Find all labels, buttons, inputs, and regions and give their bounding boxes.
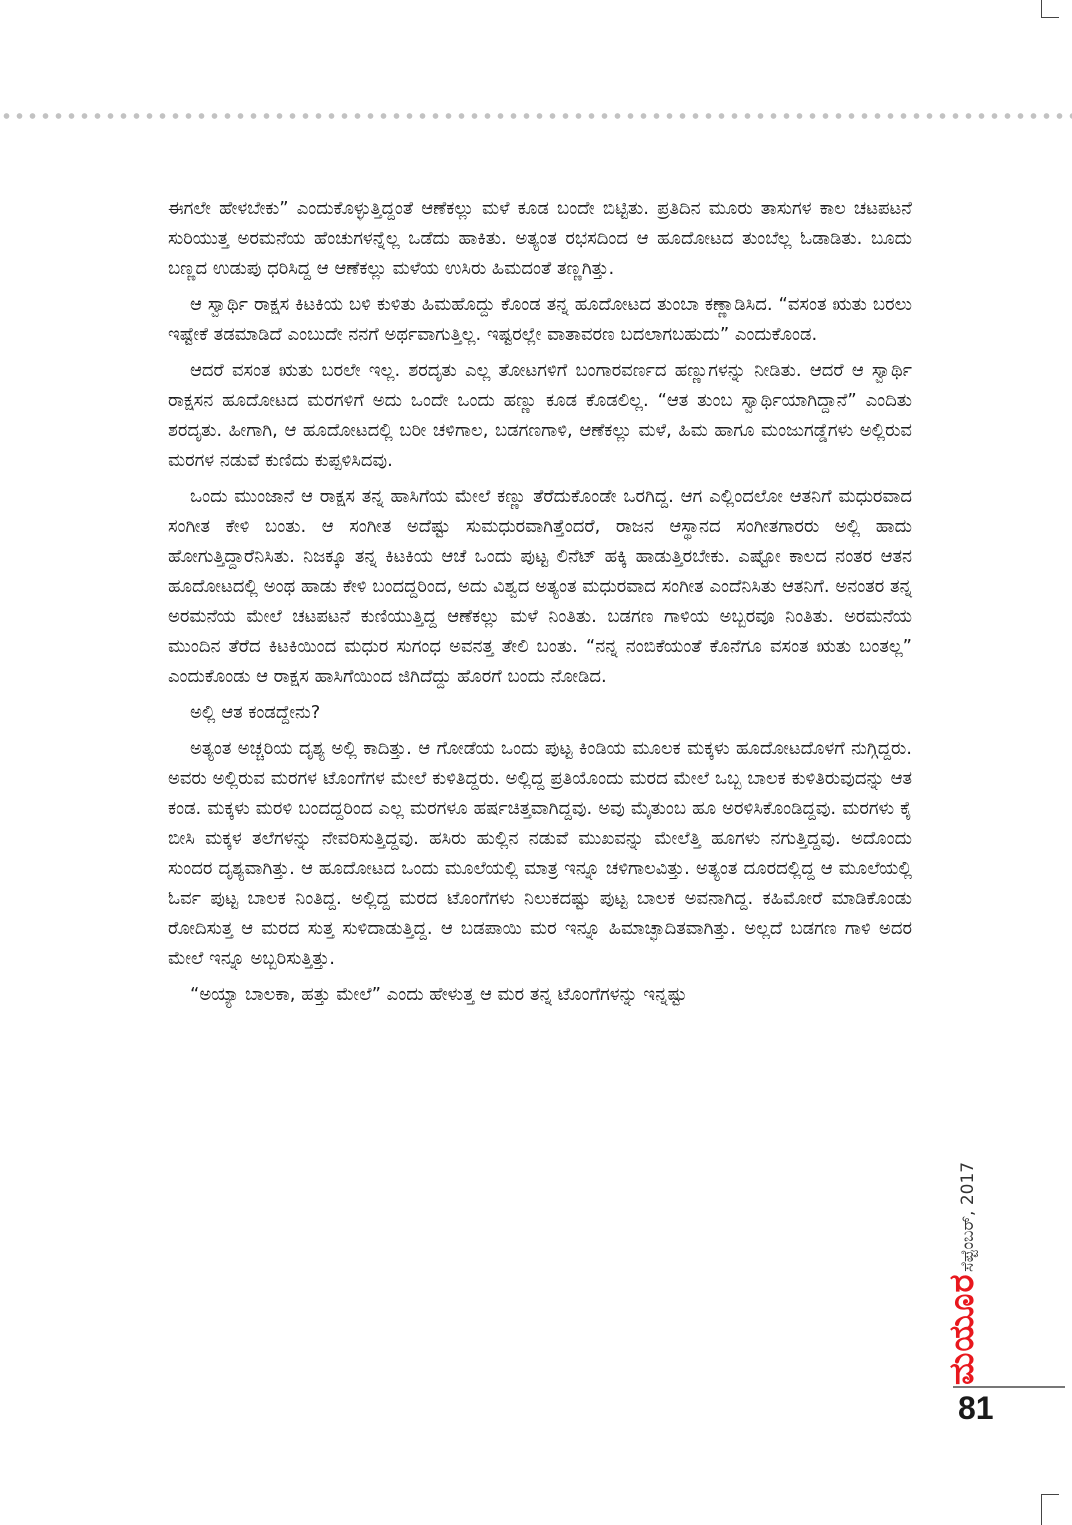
page-number: 81: [958, 1390, 994, 1426]
paragraph: ಆ ಸ್ವಾರ್ಥಿ ರಾಕ್ಷಸ ಕಿಟಕಿಯ ಬಳಿ ಕುಳಿತು ಹಿಮಹೊದ್ದು ಕೊಂಡ ತನ್ನ ಹೂದೋಟದ ತುಂಬಾ ಕಣ್ಣಾಡಿಸಿದ. “ವಸಂತ ಋತು ಬರಲು ಇಷ್ಟೇಕೆ ತಡಮಾಡಿದೆ ಎಂಬುದೇ ನನಗೆ ಅರ್ಥವಾಗುತ್ತಿಲ್ಲ. ಇಷ್ಟರಲ್ಲೇ ವಾತಾವರಣ ಬದಲಾಗಬಹುದು” ಎಂದುಕೊಂಡ.: [168, 294, 912, 345]
paragraph: ಒಂದು ಮುಂಜಾನೆ ಆ ರಾಕ್ಷಸ ತನ್ನ ಹಾಸಿಗೆಯ ಮೇಲೆ ಕಣ್ಣು ತೆರೆದುಕೊಂಡೇ ಒರಗಿದ್ದ. ಆಗ ಎಲ್ಲಿಂದಲೋ ಆತನಿಗೆ ಮಧುರವಾದ ಸಂಗೀತ ಕೇಳಿ ಬಂತು. ಆ ಸಂಗೀತ ಅದೆಷ್ಟು ಸುಮಧುರವಾಗಿತ್ತೆಂದರೆ, ರಾಜನ ಆಸ್ಥಾನದ ಸಂಗೀತಗಾರರು ಅಲ್ಲಿ ಹಾದು ಹೋಗುತ್ತಿದ್ದಾರೆನಿಸಿತು. ನಿಜಕ್ಕೂ ತನ್ನ ಕಿಟಕಿಯ ಆಚೆ ಒಂದು ಪುಟ್ಟ ಲಿನೆಟ್ ಹಕ್ಕಿ ಹಾಡುತ್ತಿರಬೇಕು. ಎಷ್ಟೋ ಕಾಲದ ನಂತರ ಆತನ ಹೂದೋಟದಲ್ಲಿ ಅಂಥ ಹಾಡು ಕೇಳಿ ಬಂದದ್ದರಿಂದ, ಅದು ವಿಶ್ವದ ಅತ್ಯಂತ ಮಧುರವಾದ ಸಂಗೀತ ಎಂದೆನಿಸಿತು ಆತನಿಗೆ. ಅನಂತರ ತನ್ನ ಅರಮನೆಯ ಮೇಲೆ ಚಟಪಟನೆ ಕುಣಿಯುತ್ತಿದ್ದ ಆಣೆಕಲ್ಲು ಮಳೆ ನಿಂತಿತು. ಬಡಗಣ ಗಾಳಿಯ ಅಬ್ಬರವೂ ನಿಂತಿತು. ಅರಮನೆಯ ಮುಂದಿನ ತೆರೆದ ಕಿಟಕಿಯಿಂದ ಮಧುರ ಸುಗಂಧ ಅವನತ್ತ ತೇಲಿ ಬಂತು. “ನನ್ನ ನಂಬಿಕೆಯಂತೆ ಕೊನೆಗೂ ವಸಂತ ಋತು ಬಂತಲ್ಲ” ಎಂದುಕೊಂಡು ಆ ರಾಕ್ಷಸ ಹಾಸಿಗೆಯಿಂದ ಜಿಗಿದೆದ್ದು ಹೊರಗೆ ಬಂದು ನೋಡಿದ.: [168, 486, 912, 687]
crop-mark-bottom: [1041, 1494, 1059, 1525]
paragraph: ಆದರೆ ವಸಂತ ಋತು ಬರಲೇ ಇಲ್ಲ. ಶರದೃತು ಎಲ್ಲ ತೋಟಗಳಿಗೆ ಬಂಗಾರವರ್ಣದ ಹಣ್ಣುಗಳನ್ನು ನೀಡಿತು. ಆದರೆ ಆ ಸ್ವಾರ್ಥಿ ರಾಕ್ಷಸನ ಹೂದೋಟದ ಮರಗಳಿಗೆ ಅದು ಒಂದೇ ಒಂದು ಹಣ್ಣು ಕೂಡ ಕೊಡಲಿಲ್ಲ. “ಆತ ತುಂಬ ಸ್ವಾರ್ಥಿಯಾಗಿದ್ದಾನೆ” ಎಂದಿತು ಶರದೃತು. ಹೀಗಾಗಿ, ಆ ಹೂದೋಟದಲ್ಲಿ ಬರೀ ಚಳಿಗಾಲ, ಬಡಗಣಗಾಳಿ, ಆಣೆಕಲ್ಲು ಮಳೆ, ಹಿಮ ಹಾಗೂ ಮಂಜುಗಡ್ಡೆಗಳು ಅಲ್ಲಿರುವ ಮರಗಳ ನಡುವೆ ಕುಣಿದು ಕುಪ್ಪಳಿಸಿದವು.: [168, 360, 913, 471]
page-number-rule: [953, 1386, 1065, 1388]
dotted-header-rule: [0, 111, 1072, 121]
crop-mark-top: [1041, 0, 1059, 18]
paragraph: ಈಗಲೇ ಹೇಳಬೇಕು” ಎಂದುಕೊಳ್ಳುತ್ತಿದ್ದಂತೆ ಆಣೆಕಲ್ಲು ಮಳೆ ಕೂಡ ಬಂದೇ ಬಿಟ್ಟಿತು. ಪ್ರತಿದಿನ ಮೂರು ತಾಸುಗಳ ಕಾಲ ಚಟಪಟನೆ ಸುರಿಯುತ್ತ ಅರಮನೆಯ ಹೆಂಚುಗಳನ್ನೆಲ್ಲ ಒಡೆದು ಹಾಕಿತು. ಅತ್ಯಂತ ರಭಸದಿಂದ ಆ ಹೂದೋಟದ ತುಂಬೆಲ್ಲ ಓಡಾಡಿತು. ಬೂದು ಬಣ್ಣದ ಉಡುಪು ಧರಿಸಿದ್ದ ಆ ಆಣೆಕಲ್ಲು ಮಳೆಯ ಉಸಿರು ಹಿಮದಂತೆ ತಣ್ಣಗಿತ್ತು.: [168, 198, 912, 279]
paragraph: “ಅಯ್ಯಾ ಬಾಲಕಾ, ಹತ್ತು ಮೇಲೆ” ಎಂದು ಹೇಳುತ್ತ ಆ ಮರ ತನ್ನ ಟೊಂಗೆಗಳನ್ನು ಇನ್ನಷ್ಟು: [190, 984, 687, 1005]
magazine-logo: ಮಯೂರ: [942, 1273, 982, 1385]
paragraph: ಅತ್ಯಂತ ಅಚ್ಚರಿಯ ದೃಶ್ಯ ಅಲ್ಲಿ ಕಾದಿತ್ತು. ಆ ಗೋಡೆಯ ಒಂದು ಪುಟ್ಟ ಕಿಂಡಿಯ ಮೂಲಕ ಮಕ್ಕಳು ಹೂದೋಟದೊಳಗೆ ನುಗ್ಗಿದ್ದರು. ಅವರು ಅಲ್ಲಿರುವ ಮರಗಳ ಟೊಂಗೆಗಳ ಮೇಲೆ ಕುಳಿತಿದ್ದರು. ಅಲ್ಲಿದ್ದ ಪ್ರತಿಯೊಂದು ಮರದ ಮೇಲೆ ಒಬ್ಬ ಬಾಲಕ ಕುಳಿತಿರುವುದನ್ನು ಆತ ಕಂಡ. ಮಕ್ಕಳು ಮರಳಿ ಬಂದದ್ದರಿಂದ ಎಲ್ಲ ಮರಗಳೂ ಹರ್ಷಚಿತ್ತವಾಗಿದ್ದವು. ಅವು ಮೈತುಂಬ ಹೂ ಅರಳಿಸಿಕೊಂಡಿದ್ದವು. ಮರಗಳು ಕೈ ಬೀಸಿ ಮಕ್ಕಳ ತಲೆಗಳನ್ನು ನೇವರಿಸುತ್ತಿದ್ದವು. ಹಸಿರು ಹುಲ್ಲಿನ ನಡುವೆ ಮುಖವನ್ನು ಮೇಲೆತ್ತಿ ಹೂಗಳು ನಗುತ್ತಿದ್ದವು. ಅದೊಂದು ಸುಂದರ ದೃಶ್ಯವಾಗಿತ್ತು. ಆ ಹೂದೋಟದ ಒಂದು ಮೂಲೆಯಲ್ಲಿ ಮಾತ್ರ ಇನ್ನೂ ಚಳಿಗಾಲವಿತ್ತು. ಅತ್ಯಂತ ದೂರದಲ್ಲಿದ್ದ ಆ ಮೂಲೆಯಲ್ಲಿ ಓರ್ವ ಪುಟ್ಟ ಬಾಲಕ ನಿಂತಿದ್ದ. ಅಲ್ಲಿದ್ದ ಮರದ ಟೊಂಗೆಗಳು ನಿಲುಕದಷ್ಟು ಪುಟ್ಟ ಬಾಲಕ ಅವನಾಗಿದ್ದ. ಕಹಿಮೋರೆ ಮಾಡಿಕೊಂಡು ರೋದಿಸುತ್ತ ಆ ಮರದ ಸುತ್ತ ಸುಳಿದಾಡುತ್ತಿದ್ದ. ಆ ಬಡಪಾಯಿ ಮರ ಇನ್ನೂ ಹಿಮಾಚ್ಛಾದಿತವಾಗಿತ್ತು. ಅಲ್ಲದೆ ಬಡಗಣ ಗಾಳಿ ಅದರ ಮೇಲೆ ಇನ್ನೂ ಅಬ್ಬರಿಸುತ್ತಿತ್ತು.: [168, 738, 912, 969]
paragraph: ಅಲ್ಲಿ ಆತ ಕಂಡದ್ದೇನು?: [190, 702, 321, 723]
article-body: [168, 194, 912, 1016]
issue-date: ಸೆಪ್ಟೆಂಬರ್, 2017: [958, 1161, 978, 1272]
